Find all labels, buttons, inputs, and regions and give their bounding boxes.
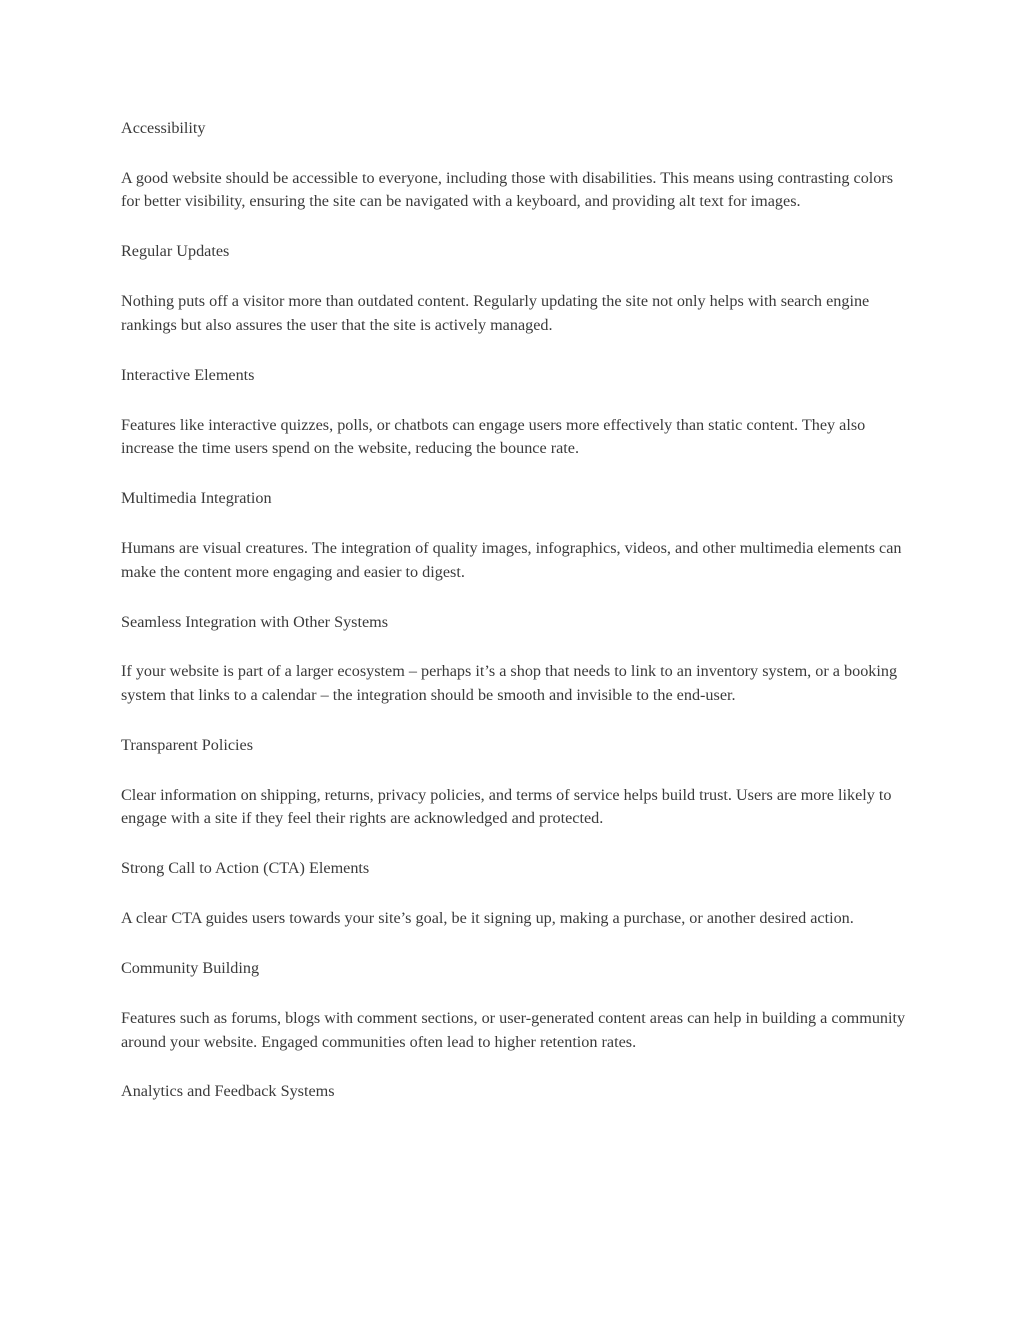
section-paragraph-regular-updates: Nothing puts off a visitor more than outdated content. Regularly updating the site not only helps with search engine rankings but also assures the user that the site is actively managed.	[121, 292, 870, 334]
section-heading-community-building: Community Building	[121, 959, 260, 978]
section-heading-regular-updates: Regular Updates	[121, 242, 230, 261]
section-heading-multimedia-integration: Multimedia Integration	[121, 489, 272, 508]
section-paragraph-interactive-elements: Features like interactive quizzes, polls, or chatbots can engage users more effectively than static content. They also increase the time users spend on the website, reducing the bounce rate.	[121, 415, 866, 458]
section-heading-accessibility: Accessibility	[121, 119, 206, 137]
section-heading-seamless-integration: Seamless Integration with Other Systems	[121, 612, 389, 631]
section-paragraph-multimedia-integration: Humans are visual creatures. The integration of quality images, infographics, videos, and other multimedia elements can make the content more engaging and easier to digest.	[121, 539, 902, 581]
section-heading-strong-cta: Strong Call to Action (CTA) Elements	[121, 859, 370, 878]
section-paragraph-seamless-integration: If your website is part of a larger ecosystem – perhaps it’s a shop that needs to link to an inventory system, or a booking system that links to a calendar – the integration should be smooth and invisible to the end-user.	[121, 662, 898, 704]
section-paragraph-accessibility: A good website should be accessible to everyone, including those with disabilities. This means using contrasting colors for better visibility, ensuring the site can be navigated with a keyboard, and providing alt text for images.	[121, 168, 894, 211]
section-heading-interactive-elements: Interactive Elements	[121, 365, 255, 384]
document-body	[121, 117, 911, 1130]
section-paragraph-transparent-policies: Clear information on shipping, returns, privacy policies, and terms of service helps build trust. Users are more likely to engage with a site if they feel their rights are acknowledged and protected.	[121, 785, 892, 828]
section-paragraph-community-building: Features such as forums, blogs with comment sections, or user-generated content areas can help in building a community around your website. Engaged communities often lead to higher retention rates.	[121, 1008, 906, 1051]
section-heading-analytics-feedback: Analytics and Feedback Systems	[121, 1082, 335, 1101]
section-heading-transparent-policies: Transparent Policies	[121, 735, 254, 754]
section-paragraph-strong-cta: A clear CTA guides users towards your site’s goal, be it signing up, making a purchase, or another desired action.	[121, 909, 854, 928]
